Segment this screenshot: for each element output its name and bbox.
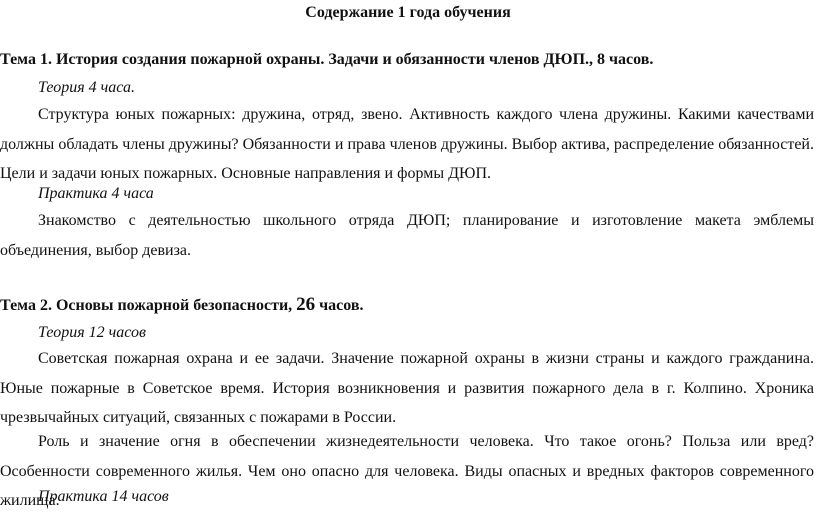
- topic-2-heading-suffix: часов.: [319, 297, 364, 314]
- topic-2-practice-label: Практика 14 часов: [38, 488, 169, 505]
- topic-2-heading-hours: 26: [296, 294, 316, 315]
- topic-2-heading: [0, 294, 816, 317]
- document-title: Содержание 1 года обучения: [305, 4, 511, 21]
- topic-1-heading: Тема 1. История создания пожарной охраны. Задачи и обязанности членов ДЮП., 8 часов.: [0, 51, 654, 68]
- topic-1-practice-label: Практика 4 часа: [38, 185, 154, 202]
- topic-1-theory-label: Теория 4 часа.: [38, 79, 135, 96]
- topic-2-theory-label: Теория 12 часов: [38, 324, 146, 341]
- topic-2-heading-prefix: Тема 2. Основы пожарной безопасности,: [0, 297, 293, 314]
- topic-1-practice-text: Знакомство с деятельностью школьного отряда ДЮП; планирование и изготовление макета эмблемы объединения, выбор девиза.: [0, 212, 814, 259]
- topic-1-theory-text: Структура юных пожарных: дружина, отряд, звено. Активность каждого члена дружины. Какими качествами должны обладать члены дружины? Обязанности и права членов дружины. Выбор актива, распределение обязанностей. Цели и задачи юных пожарных. Основные направления и формы ДЮП.: [0, 106, 814, 182]
- topic-2-theory-text-2: Роль и значение огня в обеспечении жизнедеятельности человека. Что такое огонь? Польза или вред? Особенности современного жилья. Чем оно опасно для человека. Виды опасных и вредных факторов современного жилища.: [0, 433, 814, 509]
- topic-2-theory-text-1: Советская пожарная охрана и ее задачи. Значение пожарной охраны в жизни страны и каждого гражданина. Юные пожарные в Советское время. История возникновения и развития пожарного дела в г. Колпино. Хроника чрезвычайных ситуаций, связанных с пожарами в России.: [0, 350, 814, 426]
